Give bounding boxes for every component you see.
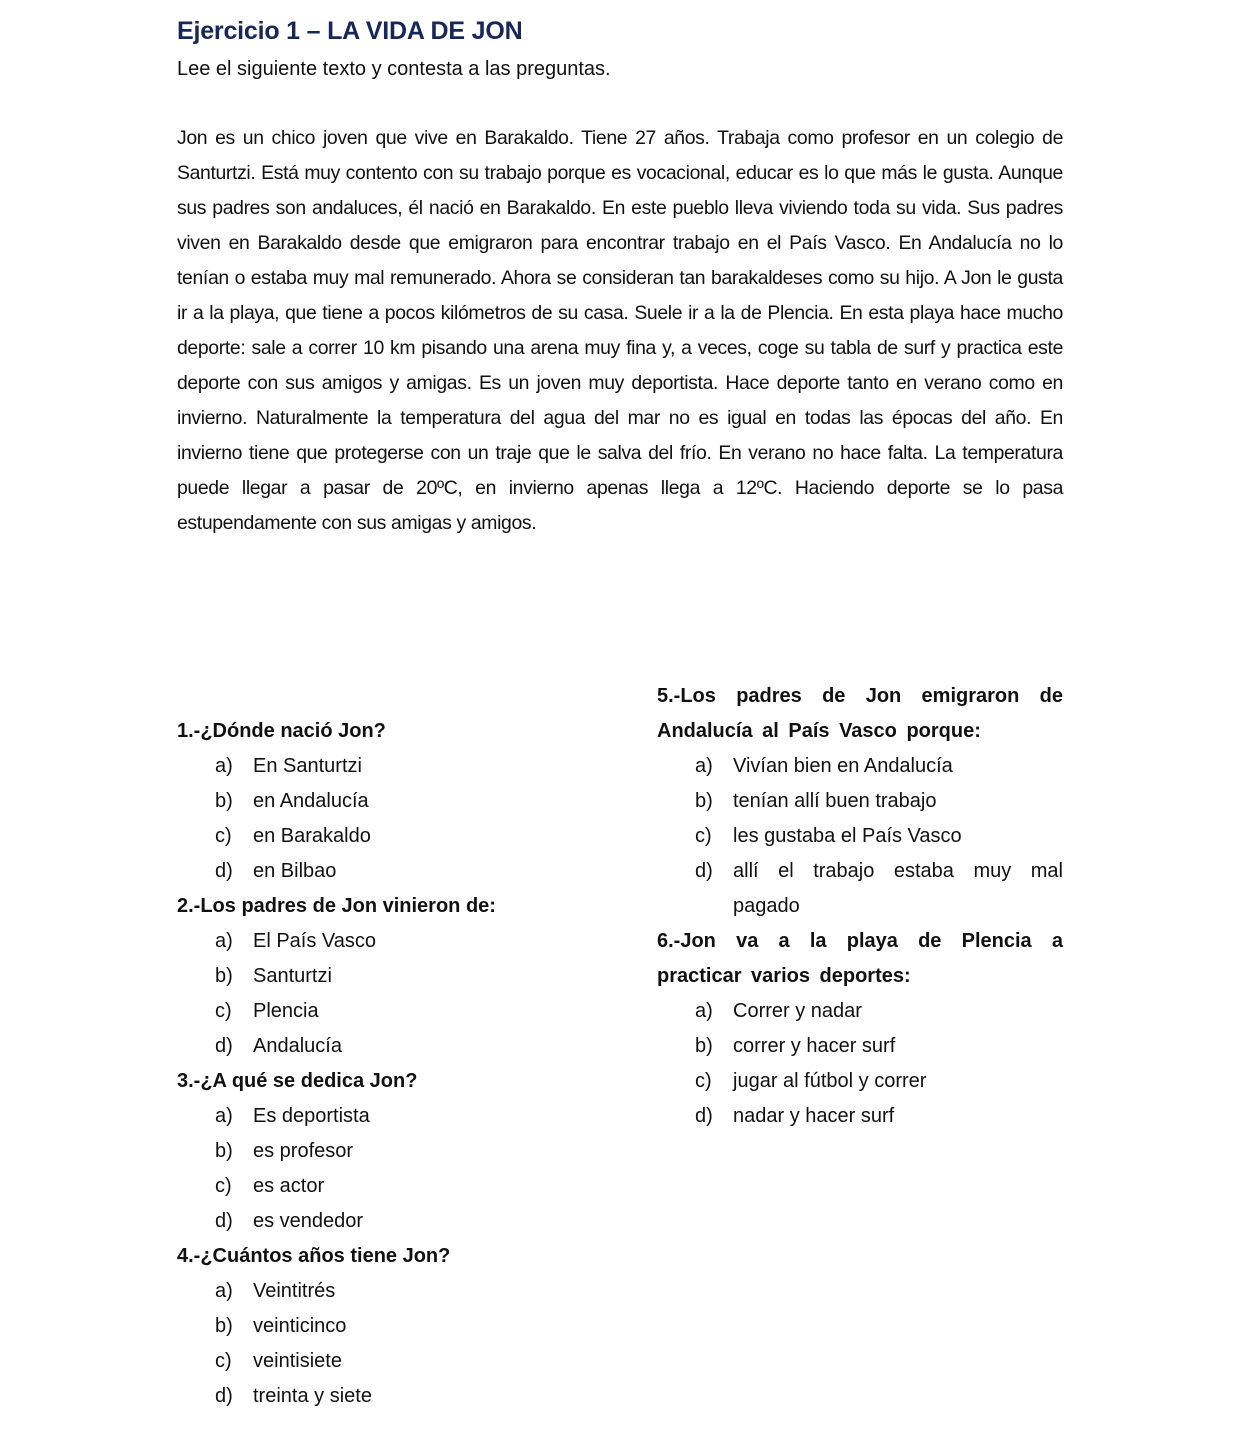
- answer-option-d[interactable]: [177, 1029, 597, 1064]
- question-3: [177, 1064, 597, 1239]
- option-letter: d): [215, 1210, 233, 1232]
- answer-option-a[interactable]: [657, 749, 1063, 784]
- answer-option-c[interactable]: [177, 1169, 597, 1204]
- option-letter: c): [215, 1000, 232, 1022]
- option-letter: b): [695, 1035, 713, 1057]
- option-letter: a): [215, 1280, 233, 1302]
- option-text: Es deportista: [253, 1105, 370, 1127]
- option-letter: d): [215, 1035, 233, 1057]
- answer-options: [177, 1274, 597, 1414]
- option-text: jugar al fútbol y correr: [733, 1070, 927, 1092]
- option-text: es actor: [253, 1175, 325, 1197]
- option-letter: a): [695, 755, 713, 777]
- question-4: [177, 1239, 597, 1414]
- option-text: Plencia: [253, 1000, 319, 1022]
- option-text: en Andalucía: [253, 790, 369, 812]
- answer-option-d[interactable]: [177, 854, 597, 889]
- questions-right-column: [657, 679, 1063, 1134]
- answer-option-a[interactable]: [177, 749, 597, 784]
- option-text: nadar y hacer surf: [733, 1105, 895, 1127]
- option-text: Correr y nadar: [733, 1000, 862, 1022]
- option-text: treinta y siete: [253, 1385, 372, 1407]
- option-text: correr y hacer surf: [733, 1035, 896, 1057]
- answer-options: [177, 924, 597, 1064]
- question-6: [657, 924, 1063, 1134]
- question-title: 5.-Los padres de Jon emigraron de Andalucía al País Vasco porque:: [657, 685, 1063, 742]
- option-letter: b): [215, 965, 233, 987]
- question-2: [177, 889, 597, 1064]
- answer-option-b[interactable]: [657, 784, 1063, 819]
- answer-option-b[interactable]: [177, 1309, 597, 1344]
- reading-passage: Jon es un chico joven que vive en Barakaldo. Tiene 27 años. Trabaja como profesor en un colegio de Santurtzi. Está muy contento con su trabajo porque es vocacional, educar es lo que más le gusta. Aunque sus padres son andaluces, él nació en Barakaldo. En este pueblo lleva viviendo toda su vida. Sus padres viven en Barakaldo desde que emigraron para encontrar trabajo en el País Vasco. En Andalucía no lo tenían o estaba muy mal remunerado. Ahora se consideran tan barakaldeses como su hijo. A Jon le gusta ir a la playa, que tiene a pocos kilómetros de su casa. Suele ir a la de Plencia. En esta playa hace mucho deporte: sale a correr 10 km pisando una arena muy fina y, a veces, coge su tabla de surf y practica este deporte con sus amigos y amigas. Es un joven muy deportista. Hace deporte tanto en verano como en invierno. Naturalmente la temperatura del agua del mar no es igual en todas las épocas del año. En invierno tiene que protegerse con un traje que le salva del frío. En verano no hace falta. La temperatura puede llegar a pasar de 20ºC, en invierno apenas llega a 12ºC. Haciendo deporte se lo pasa estupendamente con sus amigas y amigos.: [177, 127, 1063, 534]
- answer-options: [657, 994, 1063, 1134]
- answer-options: [177, 749, 597, 889]
- question-title: 1.-¿Dónde nació Jon?: [177, 720, 386, 742]
- option-letter: a): [215, 930, 233, 952]
- question-title: 4.-¿Cuántos años tiene Jon?: [177, 1245, 451, 1267]
- answer-option-d[interactable]: [177, 1204, 597, 1239]
- option-text: Santurtzi: [253, 965, 332, 987]
- option-letter: d): [215, 860, 233, 882]
- answer-option-d[interactable]: [657, 854, 1063, 924]
- option-letter: c): [215, 1350, 232, 1372]
- option-letter: c): [215, 825, 232, 847]
- option-text: Veintitrés: [253, 1280, 336, 1302]
- answer-option-d[interactable]: [177, 1379, 597, 1414]
- option-text: veinticinco: [253, 1315, 347, 1337]
- option-text: veintisiete: [253, 1350, 342, 1372]
- option-text: El País Vasco: [253, 930, 377, 952]
- option-letter: d): [215, 1385, 233, 1407]
- option-letter: b): [215, 790, 233, 812]
- answer-option-c[interactable]: [657, 819, 1063, 854]
- option-text: les gustaba el País Vasco: [733, 825, 962, 847]
- option-text: en Barakaldo: [253, 825, 371, 847]
- option-text: allí el trabajo estaba muy mal pagado: [733, 860, 1063, 917]
- answer-option-d[interactable]: [657, 1099, 1063, 1134]
- option-text: es profesor: [253, 1140, 354, 1162]
- option-letter: a): [215, 755, 233, 777]
- question-1: [177, 714, 597, 889]
- question-5: [657, 679, 1063, 924]
- option-text: tenían allí buen trabajo: [733, 790, 937, 812]
- option-letter: c): [215, 1175, 232, 1197]
- option-letter: d): [695, 1105, 713, 1127]
- questions-left-column: [177, 714, 597, 1414]
- option-letter: c): [695, 825, 712, 847]
- answer-option-a[interactable]: [177, 1274, 597, 1309]
- option-letter: b): [215, 1140, 233, 1162]
- option-text: Andalucía: [253, 1035, 342, 1057]
- question-title: 6.-Jon va a la playa de Plencia a practicar varios deportes:: [657, 930, 1063, 987]
- answer-option-c[interactable]: [177, 819, 597, 854]
- option-text: En Santurtzi: [253, 755, 362, 777]
- option-letter: b): [215, 1315, 233, 1337]
- answer-option-c[interactable]: [177, 1344, 597, 1379]
- option-letter: b): [695, 790, 713, 812]
- answer-option-a[interactable]: [657, 994, 1063, 1029]
- answer-option-b[interactable]: [177, 959, 597, 994]
- exercise-title: Ejercicio 1 – LA VIDA DE JON: [177, 17, 523, 45]
- answer-option-b[interactable]: [177, 1134, 597, 1169]
- answer-option-c[interactable]: [657, 1064, 1063, 1099]
- answer-option-b[interactable]: [177, 784, 597, 819]
- option-letter: d): [695, 860, 713, 882]
- answer-option-c[interactable]: [177, 994, 597, 1029]
- option-text: es vendedor: [253, 1210, 364, 1232]
- option-text: Vivían bien en Andalucía: [733, 755, 953, 777]
- answer-options: [177, 1099, 597, 1239]
- answer-option-b[interactable]: [657, 1029, 1063, 1064]
- option-letter: a): [695, 1000, 713, 1022]
- question-title: 2.-Los padres de Jon vinieron de:: [177, 895, 496, 917]
- option-text: en Bilbao: [253, 860, 337, 882]
- answer-option-a[interactable]: [177, 1099, 597, 1134]
- option-letter: a): [215, 1105, 233, 1127]
- answer-option-a[interactable]: [177, 924, 597, 959]
- exercise-instruction: Lee el siguiente texto y contesta a las preguntas.: [177, 58, 611, 80]
- option-letter: c): [695, 1070, 712, 1092]
- answer-options: [657, 749, 1063, 924]
- question-title: 3.-¿A qué se dedica Jon?: [177, 1070, 418, 1092]
